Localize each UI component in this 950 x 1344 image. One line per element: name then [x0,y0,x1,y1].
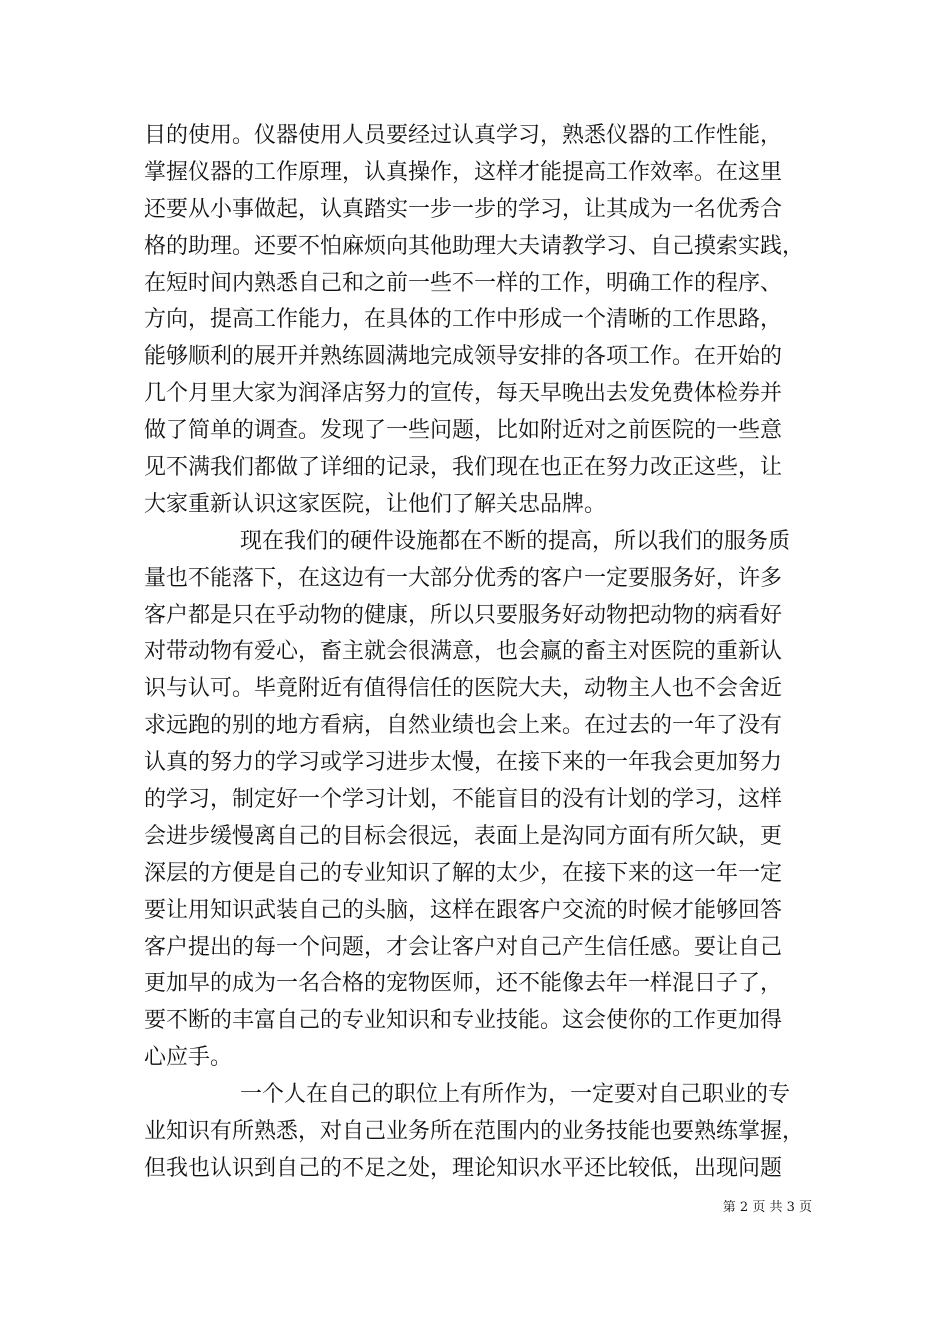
text-line: 方向，提高工作能力，在具体的工作中形成一个清晰的工作思路， [144,307,783,333]
text-line: 目的使用。仪器使用人员要经过认真学习，熟悉仪器的工作性能， [144,123,783,148]
text-line: 求远跑的别的地方看病，自然业绩也会上来。在过去的一年了没有 [144,713,783,739]
text-line: 在短时间内熟悉自己和之前一些不一样的工作，明确工作的程序、 [144,270,783,296]
text-line: 客户都是只在乎动物的健康，所以只要服务好动物把动物的病看好 [144,602,783,628]
text-line: 做了简单的调查。发现了一些问题，比如附近对之前医院的一些意 [144,418,783,444]
body-text [144,118,812,1188]
text-line: 对带动物有爱心，畜主就会很满意，也会赢的畜主对医院的重新认 [144,639,783,665]
text-line: 认真的努力的学习或学习进步太慢，在接下来的一年我会更加努力 [144,750,783,776]
paragraph-2 [144,524,812,1077]
text-line: 心应手。 [144,1045,233,1071]
text-line: 深层的方便是自己的专业知识了解的太少，在接下来的这一年一定 [144,860,783,886]
text-line: 要让用知识武装自己的头脑，这样在跟客户交流的时候才能够回答 [144,897,783,923]
text-line: 识与认可。毕竟附近有值得信任的医院大夫，动物主人也不会舍近 [144,676,783,702]
text-line: 更加早的成为一名合格的宠物医师，还不能像去年一样混日子了， [144,971,783,997]
text-line: 会进步缓慢离自己的目标会很远，表面上是沟同方面有所欠缺，更 [144,823,783,849]
text-line: 但我也认识到自己的不足之处，理论知识水平还比较低，出现问题 [144,1155,783,1181]
text-line: 还要从小事做起，认真踏实一步一步的学习，让其成为一名优秀合 [144,196,783,222]
text-line: 业知识有所熟悉，对自己业务所在范围内的业务技能也要熟练掌握， [144,1119,805,1145]
text-line: 见不满我们都做了详细的记录，我们现在也正在努力改正这些，让 [144,455,783,481]
text-line: 掌握仪器的工作原理，认真操作，这样才能提高工作效率。在这里 [144,159,783,185]
text-line: 几个月里大家为润泽店努力的宣传，每天早晚出去发免费体检券并 [144,381,783,407]
text-line: 能够顺利的展开并熟练圆满地完成领导安排的各项工作。在开始的 [144,344,783,370]
paragraph-3 [144,1077,812,1188]
text-line: 量也不能落下，在这边有一大部分优秀的客户一定要服务好，许多 [144,565,783,591]
text-line: 的学习，制定好一个学习计划，不能盲目的没有计划的学习，这样 [144,787,783,813]
text-line: 客户提出的每一个问题，才会让客户对自己产生信任感。要让自己 [144,934,783,960]
text-line-first: 现在我们的硬件设施都在不断的提高，所以我们的服务质 [240,528,791,554]
text-line: 要不断的丰富自己的专业知识和专业技能。这会使你的工作更加得 [144,1008,783,1034]
text-line: 格的助理。还要不怕麻烦向其他助理大夫请教学习、自己摸索实践， [144,233,805,259]
text-line: 大家重新认识这家医院，让他们了解关忠品牌。 [144,491,607,517]
text-line-first: 一个人在自己的职位上有所作为，一定要对自己职业的专 [240,1082,791,1108]
paragraph-1 [144,118,812,524]
page-number-footer: 第 2 页 共 3 页 [722,1200,812,1215]
